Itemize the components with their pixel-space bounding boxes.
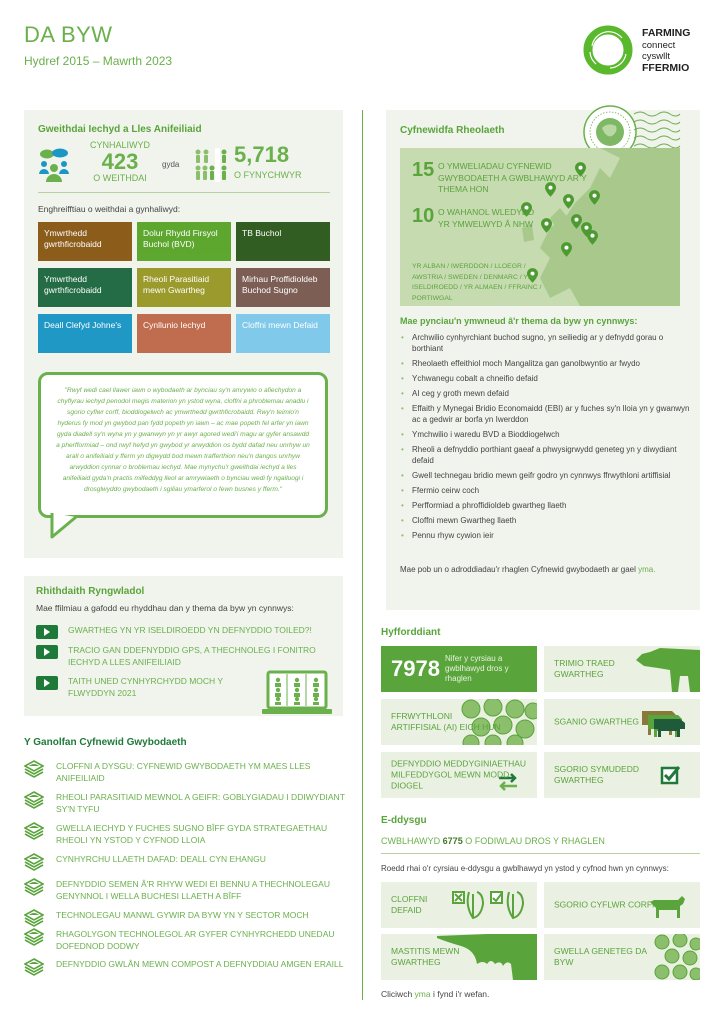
stacked-layers-icon (24, 822, 44, 840)
visits-text: O YMWELIADAU CYFNEWID GWYBODAETH A GWBLHAWYD AR Y THEMA HON (438, 161, 587, 194)
attendees-stat (234, 144, 302, 181)
hub-item[interactable] (24, 928, 346, 952)
courses-stat-tile (381, 646, 537, 692)
hub-item[interactable] (24, 853, 346, 871)
sheep-hooves-icon (451, 888, 531, 922)
footer-suffix: i fynd i'r wefan. (430, 989, 490, 999)
tour-title: Rhithdaith Ryngwladol (36, 586, 145, 597)
courses-desc: Nifer y cyrsiau a gwblhawyd dros y rhaglen (445, 654, 509, 683)
with-label: gyda (162, 160, 180, 169)
website-link[interactable]: yma (414, 989, 431, 999)
management-exchange-panel (386, 110, 700, 610)
hub-item-label[interactable]: CLOFFNI A DYSGU: CYFNEWID GWYBODAETH YM MAES LLES ANIFEILIAID (56, 761, 311, 783)
workshops-unit: O WEITHDAI (93, 173, 147, 183)
europe-map (400, 148, 680, 306)
elearning-tile-label: MASTITIS MEWN GWARTHEG (391, 946, 460, 967)
topic-item: • Ffermio ceirw coch (400, 485, 690, 496)
stacked-layers-icon (24, 853, 44, 871)
stacked-layers-icon (24, 909, 44, 927)
elearning-tile (381, 882, 537, 928)
elearning-tile-label: CLOFFNI DEFAID (391, 894, 428, 915)
training-tile-label: DEFNYDDIO MEDDYGINIAETHAU MILFEDDYGOL MEWN MODD DIOGEL (391, 758, 527, 791)
video-label[interactable]: TRACIO GAN DDEFNYDDIO GPS, A THECHNOLEG I FONITRO IECHYD A LLES ANIFEILIAID (68, 645, 316, 667)
training-tile (381, 752, 537, 798)
speech-bubble-tail-icon (50, 513, 80, 541)
workshops-count: 423 (101, 149, 139, 174)
video-label[interactable]: TAITH UNED CYNHYRCHYDD MOCH Y FLWYDDYN 2021 (68, 676, 223, 698)
play-icon[interactable] (36, 645, 58, 659)
hub-item[interactable] (24, 760, 346, 784)
topics-title: Mae pynciau'n ymwneud â'r thema da byw yn cynnwys: (400, 316, 638, 326)
training-tile (544, 699, 700, 745)
workshop-tile: TB Buchol (236, 222, 330, 261)
topics-list (400, 332, 690, 545)
workshops-panel (24, 110, 343, 558)
elearning-grid (381, 882, 700, 980)
elearning-tile-label: GWELLA GENETEG DA BYW (554, 946, 647, 967)
footer-prefix: Cliciwch (381, 989, 415, 999)
stacked-layers-icon (24, 791, 44, 809)
topic-item: • Archwilio cynhyrchiant buchod sugno, yn seiliedig ar y defnydd gorau o borthiant (400, 332, 690, 354)
video-item[interactable] (36, 675, 238, 699)
workshop-tile: Rheoli Parasitiaid mewn Gwartheg (137, 268, 231, 307)
elearning-tile (544, 934, 700, 980)
countries-text: O WAHANOL WLEDYDD YR YMWELWYD Â NHW (438, 207, 535, 229)
training-tile-label: TRIMIO TRAED GWARTHEG (554, 658, 615, 679)
people-discussion-icon (38, 148, 70, 182)
map-pin-icon (563, 194, 574, 209)
play-icon[interactable] (36, 625, 58, 639)
reports-note (400, 564, 680, 576)
visits-count: 15 (412, 159, 435, 181)
divider (38, 192, 330, 193)
elearning-tile-label: SGORIO CYFLWR CORFF (554, 899, 658, 910)
hub-title: Y Ganolfan Cyfnewid Gwybodaeth (24, 737, 187, 748)
topic-item: • Cloffni mewn Gwartheg llaeth (400, 515, 690, 526)
logo-ring-icon (582, 24, 634, 76)
farming-connect-logo (580, 22, 710, 82)
held-label: CYNHALIWYD (89, 140, 150, 150)
topic-item: • Ymchwilio i waredu BVD a Bioddiogelwch (400, 429, 690, 440)
workshop-tile: Cynllunio Iechyd (137, 314, 231, 353)
workshop-tile: Cloffni mewn Defaid (236, 314, 330, 353)
attendees-unit: O FYNYCHWYR (234, 170, 302, 180)
video-call-laptop-icon (262, 670, 332, 716)
hub-item-label[interactable]: CYNHYRCHU LLAETH DAFAD: DEALL CYN EHANGU (56, 854, 266, 864)
logo-text-ffermio: FFERMIO (642, 61, 690, 74)
logo-text-farming: FARMING (642, 27, 691, 39)
stacked-layers-icon (24, 928, 44, 946)
exchange-title: Cyfnewidfa Rheolaeth (400, 125, 505, 136)
column-divider (362, 110, 363, 1000)
courses-count: 7978 (391, 656, 440, 681)
workshop-tile: Deall Clefyd Johne's (38, 314, 132, 353)
topic-item: • Effaith y Mynegai Bridio Economaidd (EBI) ar y fuches sy'n lloia yn y gwanwyn ac a gedwir ar borfa yn Iwerddon (400, 403, 690, 425)
workshop-tile: Mirhau Proffidioldeb Buchod Sugno (236, 268, 330, 307)
topic-item: • Gwell technegau bridio mewn geifr godro yn cynnwys ffrwythloni artiffisial (400, 470, 690, 481)
video-item[interactable] (36, 624, 338, 639)
hub-item[interactable] (24, 878, 346, 902)
topic-item: • Rheoli a defnyddio porthiant gaeaf a phwysigrwydd geneteg yn y diwydiant defaid (400, 444, 690, 466)
video-item[interactable] (36, 644, 338, 668)
workshops-stats (38, 140, 328, 190)
training-tile-label: FFRWYTHLONI ARTIFFISIAL (AI) EICH HUN (391, 711, 501, 732)
map-pin-icon (589, 190, 600, 205)
play-icon[interactable] (36, 676, 58, 690)
stacked-layers-icon (24, 878, 44, 896)
logo-text-connect: connect (642, 39, 676, 51)
countries-count: 10 (412, 205, 435, 227)
divider (381, 853, 700, 854)
training-title: Hyfforddiant (381, 627, 441, 638)
countries-stat (412, 206, 538, 230)
training-tile-label: SGANIO GWARTHEG (554, 716, 640, 727)
hub-item-label[interactable]: RHEOLI PARASITIAID MEWNOL A GEIFR: GOBLYGIADAU I DDIWYDIANT SY'N TYFU (56, 792, 345, 814)
examples-label: Enghreifftiau o weithdai a gynhaliwyd: (38, 204, 181, 214)
topic-item: • AI ceg y groth mewn defaid (400, 388, 690, 399)
logo-text-cyswllt: cyswllt (642, 51, 670, 62)
reports-link[interactable]: yma. (638, 565, 656, 574)
modules-count: 6775 (442, 836, 463, 846)
elearning-tile (544, 882, 700, 928)
attendees-count: 5,718 (234, 142, 290, 167)
hub-item[interactable] (24, 909, 346, 927)
workshop-tile: Dolur Rhydd Firsyol Buchol (BVD) (137, 222, 231, 261)
hub-item-label[interactable]: TECHNOLEGAU MANWL GYWIR DA BYW YN Y SECTOR MOCH (56, 910, 309, 920)
training-tile-label: SGORIO SYMUDEDD GWARTHEG (554, 764, 640, 785)
workshop-tile: Ymwrthedd gwrthficrobaidd (38, 222, 132, 261)
topic-item: • Perfformiad a phroffidioldeb gwartheg llaeth (400, 500, 690, 511)
hub-item-label[interactable]: GWELLA IECHYD Y FUCHES SUGNO BÎFF GYDA STRATEGAETHAU RHEOLI YN YSTOD Y CYFNOD LLOIA (56, 823, 328, 845)
website-note (381, 989, 489, 999)
stacked-layers-icon (24, 760, 44, 778)
workshops-count-stat (80, 140, 160, 184)
reports-note-text: Mae pob un o adroddiadau'r rhaglen Cyfnewid gwybodaeth ar gael (400, 565, 639, 574)
visits-stat (412, 160, 588, 196)
video-label[interactable]: GWARTHEG YN YR ISELDIROEDD YN DEFNYDDIO TOILED?! (68, 625, 312, 635)
training-tile (544, 752, 700, 798)
hub-item-label[interactable]: DEFNYDDIO SEMEN Â'R RHYW WEDI EI BENNU A THECHNOLEGAU GENYNNOL I WELLA BUCHESI LLAETH A BÎFF (56, 879, 330, 901)
crowd-icon (194, 148, 228, 182)
hub-item[interactable] (24, 791, 346, 815)
topic-item: • Rheolaeth effeithiol moch Mangalitza gan ganolbwyntio ar fwydo (400, 358, 690, 369)
map-pin-icon (561, 242, 572, 257)
completed-suffix: O FODIWLAU DROS Y RHAGLEN (462, 836, 605, 846)
hub-item[interactable] (24, 958, 346, 976)
hub-item-label[interactable]: DEFNYDDIO GWLÂN MEWN COMPOST A DEFNYDDIAU AMGEN ERAILL (56, 959, 344, 969)
elearning-title: E-ddysgu (381, 815, 427, 826)
training-grid (381, 646, 700, 798)
elearning-intro: Roedd rhai o'r cyrsiau e-ddysgu a gwblhawyd yn ystod y cyfnod hwn yn cynnwys: (381, 864, 669, 873)
workshops-title: Gweithdai Iechyd a Lles Anifeiliaid (38, 124, 202, 135)
hub-item-label[interactable]: RHAGOLYGON TECHNOLEGOL AR GYFER CYNHYRCHEDD UNEDAU DOFEDNOD DODWY (56, 929, 335, 951)
page-title: DA BYW (24, 22, 113, 47)
countries-list: YR ALBAN / IWERDDON / LLOEGR / AWSTRIA / SWEDEN / DENMARC / YR ISELDIROEDD / YR ALMAEN / FFRAINC / PORTIWGAL (412, 263, 542, 302)
hub-item[interactable] (24, 822, 346, 846)
topic-item: • Pennu rhyw cywion ieir (400, 530, 690, 541)
page-subtitle: Hydref 2015 – Mawrth 2023 (24, 54, 173, 68)
map-pin-icon (587, 230, 598, 245)
workshop-tiles (38, 222, 330, 353)
map-pin-icon (541, 218, 552, 233)
elearning-completed (381, 836, 605, 846)
training-tile (381, 699, 537, 745)
tour-intro: Mae ffilmiau a gafodd eu rhyddhau dan y thema da byw yn cynnwys: (36, 603, 294, 613)
completed-prefix: CWBLHAWYD (381, 836, 443, 846)
workshop-tile: Ymwrthedd gwrthficrobaidd (38, 268, 132, 307)
training-tile (544, 646, 700, 692)
stacked-layers-icon (24, 958, 44, 976)
elearning-tile (381, 934, 537, 980)
virtual-tour-panel (24, 576, 343, 716)
topic-item: • Ychwanegu cobalt a chneifio defaid (400, 373, 690, 384)
testimonial-quote: "Rwyf wedi cael llawer iawn o wybodaeth ar bynciau sy'n amrywio o afiechydon a chyflyrau iechyd penodol megis materion yn ystod wyna, cloffni a phroblemau anadlu i sgorio cyflwr corff, bioddiogelwch ac ymwrthedd gwrthficrobaidd. Rwy'n teimlo'n hyderus fy mod yn gwybod pan fydd popeth yn iawn – ac mae popeth fel arfer yn iawn gyda diadell sy'n wyna yn y gwanwyn yn yr awyr agored wedi'i magu ar gyfer ansawdd a pherfformiad – ond rwyf hefyd yn gwybod yr arwyddion os bydd dafad neu unrhyw un arall o anifeiliaid y fferm yn digwydd bod mewn trafferthion neu'n dangos unrhyw arwyddion cynnar o broblemau iechyd. Mae mynychu'r gweithdai iechyd a lles anifeiliaid gyda'n practis milfeddyg lleol ar amrywiaeth o bynciau wedi fy ngalluogi i drosglwyddo gwybodaeth i sgiliau ymarferol o fewn busnes y fferm." (38, 372, 328, 518)
